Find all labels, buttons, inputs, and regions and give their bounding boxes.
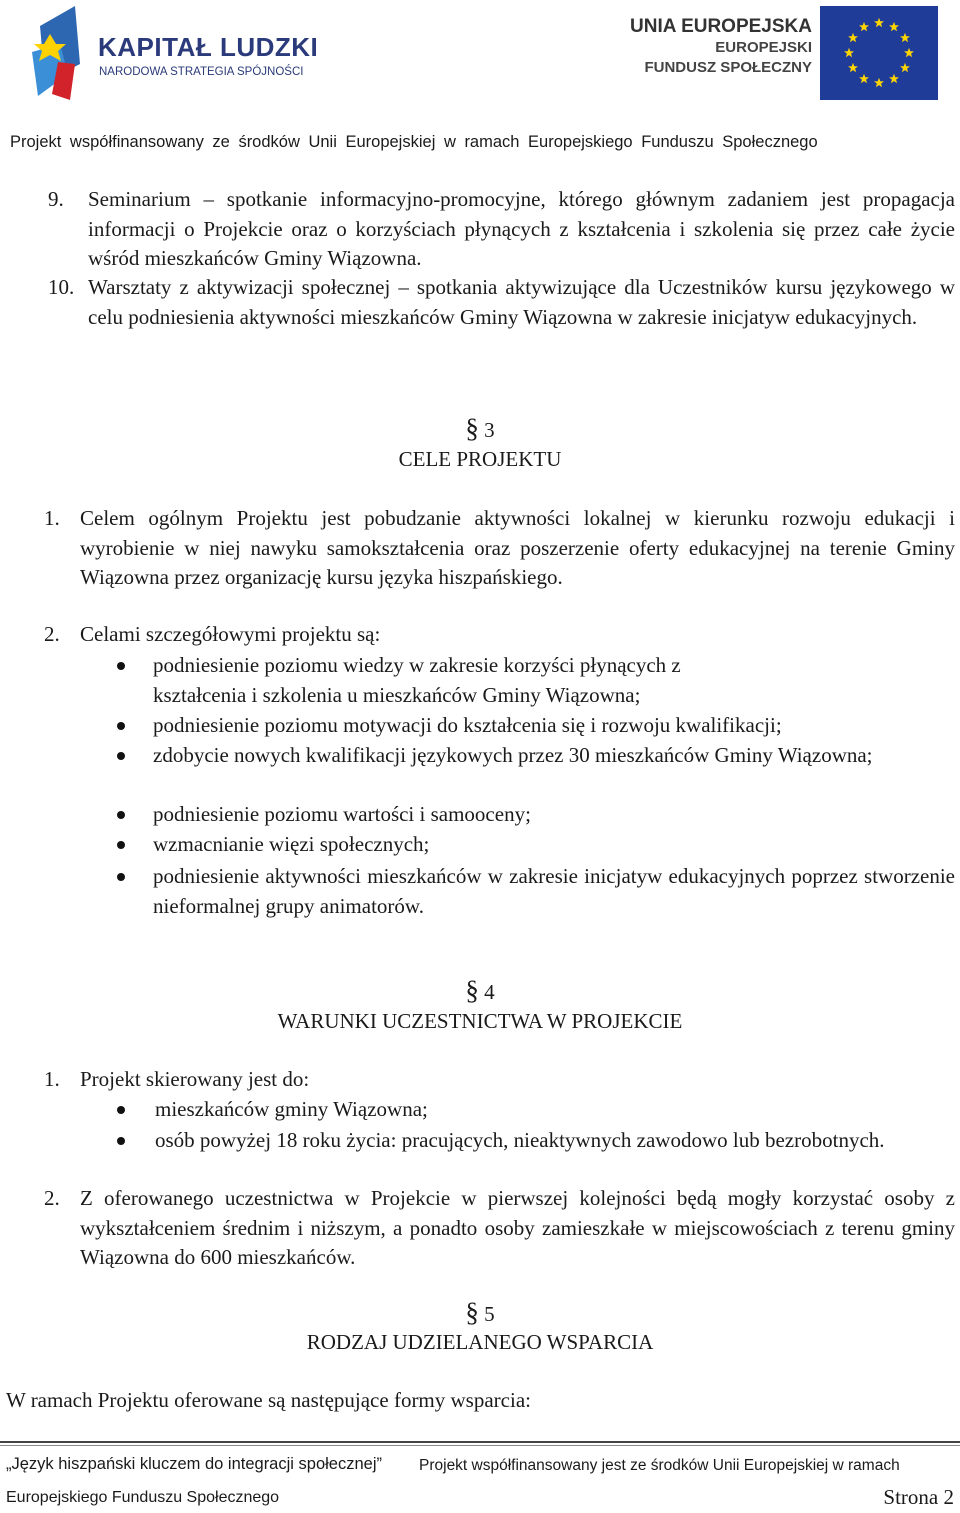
header-tagline: Projekt współfinansowany ze środków Unii Europejskiej w ramach Europejskiego Funduszu Społecznego (10, 133, 818, 151)
section-5-intro: W ramach Projektu oferowane są następujące formy wsparcia: (6, 1388, 531, 1412)
s3-item-2-number: 2. (44, 622, 60, 646)
s3-bullet-2: podniesienie poziomu motywacji do kształcenia się i rozwoju kwalifikacji; (153, 713, 782, 737)
footer-funding-text: Projekt współfinansowany jest ze środków Unii Europejskiej w ramach (419, 1457, 900, 1474)
s4-item-1-number: 1. (44, 1067, 60, 1091)
s4-item-2-text: Z oferowanego uczestnictwa w Projekcie w pierwszej kolejności będą mogły korzystać osoby z wykształceniem średnim i niższym, a ponadto osoby zamieszkałe w miejscowościach z terenu gminy Wiązowna do 600 mieszkańców. (80, 1186, 955, 1269)
section-5-heading (0, 1298, 960, 1330)
s3-bullet-6: podniesienie aktywności mieszkańców w zakresie inicjatyw edukacyjnych poprzez stworzenie nieformalnej grupy animatorów. (153, 864, 955, 918)
paragraph-symbol: § (465, 1297, 479, 1327)
s4-item-1-text: Projekt skierowany jest do: (80, 1067, 310, 1091)
paragraph-symbol: § (465, 975, 479, 1005)
item-10-text: Warsztaty z aktywizacji społecznej – spotkania aktywizujące dla Uczestników kursu językowego w celu podniesienia aktywności mieszkańców Gminy Wiązowna w zakresie inicjatyw edukacyjnych. (88, 275, 955, 329)
footer-project-title: „Język hiszpański kluczem do integracji społecznej” (6, 1455, 382, 1473)
section-4-number: 4 (484, 980, 495, 1004)
footer-divider-thin (0, 1445, 960, 1446)
s4-item-2-number: 2. (44, 1186, 60, 1210)
page-number: Strona 2 (883, 1485, 954, 1509)
s3-bullet-1: podniesienie poziomu wiedzy w zakresie korzyści płynących z kształcenia i szkolenia u mieszkańców Gminy Wiązowna; (153, 653, 681, 707)
bullet-icon (117, 811, 125, 819)
section-3-number: 3 (484, 418, 495, 442)
kapital-ludzki-subtitle: NARODOWA STRATEGIA SPÓJNOŚCI (99, 66, 304, 78)
s3-bullet-4: podniesienie poziomu wartości i samooceny; (153, 802, 531, 826)
section-5-title: RODZAJ UDZIELANEGO WSPARCIA (306, 1330, 654, 1354)
eu-logo-line3: FUNDUSZ SPOŁECZNY (644, 59, 812, 76)
section-4-heading (0, 976, 960, 1008)
bullet-icon (117, 722, 125, 730)
section-3-heading (0, 414, 960, 446)
s3-bullet-5: wzmacnianie więzi społecznych; (153, 832, 430, 856)
kapital-ludzki-title: KAPITAŁ LUDZKI (98, 32, 319, 62)
eu-logo-line2: EUROPEJSKI (715, 39, 812, 56)
item-9-text: Seminarium – spotkanie informacyjno-promocyjne, którego głównym zadaniem jest propagacja informacji o Projekcie oraz o korzyściach płynących z kształcenia i szkolenia się przez całe życie wśród mieszkańców Gminy Wiązowna. (88, 187, 955, 270)
bullet-icon (117, 662, 125, 670)
paragraph-symbol: § (465, 413, 479, 443)
s4-bullet-1: mieszkańców gminy Wiązowna; (155, 1097, 428, 1121)
s3-item-2-text: Celami szczegółowymi projektu są: (80, 622, 381, 646)
footer-funding-text-2: Europejskiego Funduszu Społecznego (6, 1489, 280, 1506)
item-10-number: 10. (48, 275, 75, 299)
bullet-icon (117, 1106, 125, 1114)
footer-divider (0, 1441, 960, 1443)
eu-logo-line1: UNIA EUROPEJSKA (630, 16, 812, 37)
bullet-icon (117, 752, 125, 760)
section-5-number: 5 (484, 1302, 495, 1326)
s3-item-1-text: Celem ogólnym Projektu jest pobudzanie aktywności lokalnej w kierunku rozwoju edukacji i wyrobienie w niej nawyku samokształcenia oraz poszerzenie oferty edukacyjnej na terenie Gminy Wiązowna przez organizację kursu języka hiszpańskiego. (80, 506, 955, 589)
section-4-title: WARUNKI UCZESTNICTWA W PROJEKCIE (277, 1009, 683, 1033)
item-9-number: 9. (48, 187, 64, 211)
eu-fund-logo-text (622, 16, 812, 78)
bullet-icon (117, 841, 125, 849)
s3-item-1-number: 1. (44, 506, 60, 530)
s4-bullet-2: osób powyżej 18 roku życia: pracujących, nieaktywnych zawodowo lub bezrobotnych. (155, 1128, 885, 1152)
s3-bullet-3: zdobycie nowych kwalifikacji językowych przez 30 mieszkańców Gminy Wiązowna; (153, 743, 873, 767)
bullet-icon (117, 1137, 125, 1145)
section-3-title: CELE PROJEKTU (398, 447, 562, 471)
eu-flag-icon (820, 6, 938, 100)
bullet-icon (117, 873, 125, 881)
